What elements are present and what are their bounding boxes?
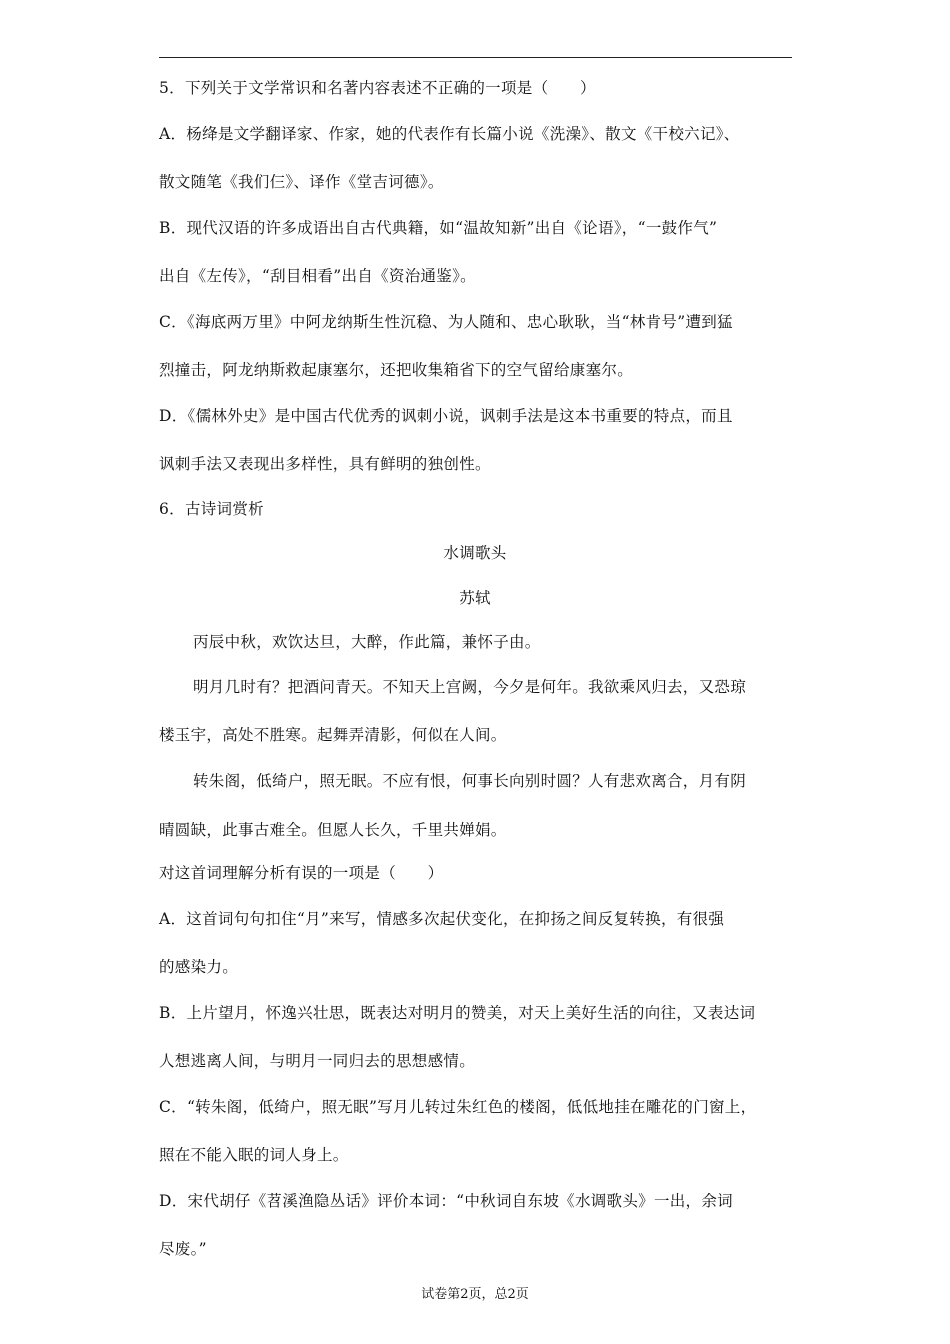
q6-option-a-line2: 的感染力。 <box>159 958 239 976</box>
q5-option-d-line2: 讽刺手法又表现出多样性，具有鲜明的独创性。 <box>159 455 491 473</box>
q5-option-c-line2: 烈撞击，阿龙纳斯救起康塞尔，还把收集箱省下的空气留给康塞尔。 <box>159 361 634 379</box>
q6-heading: 6．古诗词赏析 <box>159 500 264 518</box>
q5-option-b-line1: B．现代汉语的许多成语出自古代典籍，如“温故知新”出自《论语》，“一鼓作气” <box>159 219 718 237</box>
page-footer: 试卷第2页，总2页 <box>421 1287 529 1302</box>
q5-option-a-line2: 散文随笔《我们仨》、译作《堂吉诃德》。 <box>159 173 444 191</box>
poem-stanza2-line2: 晴圆缺，此事古难全。但愿人长久，千里共婵娟。 <box>159 821 507 839</box>
q6-option-d-line2: 尽废。” <box>159 1240 207 1258</box>
poem-stanza2-line1: 转朱阁，低绮户，照无眠。不应有恨，何事长向别时圆？人有悲欢离合，月有阴 <box>193 772 747 790</box>
q6-option-c-line2: 照在不能入眠的词人身上。 <box>159 1146 349 1164</box>
q6-option-b-line1: B．上片望月，怀逸兴壮思，既表达对明月的赞美，对天上美好生活的向往，又表达词 <box>159 1004 756 1022</box>
q6-stem: 对这首词理解分析有误的一项是（ ） <box>159 864 444 882</box>
poem-preface: 丙辰中秋，欢饮达旦，大醉，作此篇，兼怀子由。 <box>193 633 541 651</box>
poem-stanza1-line2: 楼玉宇，高处不胜寒。起舞弄清影，何似在人间。 <box>159 726 507 744</box>
poem-author: 苏轼 <box>459 589 491 607</box>
q6-option-a-line1: A．这首词句句扣住“月”来写，情感多次起伏变化，在抑扬之间反复转换，有很强 <box>159 910 725 928</box>
q6-option-b-line2: 人想逃离人间，与明月一同归去的思想感情。 <box>159 1052 476 1070</box>
q5-option-c-line1: C．《海底两万里》中阿龙纳斯生性沉稳、为人随和、忠心耿耿，当“林肯号”遭到猛 <box>159 313 733 331</box>
q6-option-d-line1: D．宋代胡仔《苕溪渔隐丛话》评价本词：“中秋词自东坡《水调歌头》一出，余词 <box>159 1192 733 1210</box>
poem-stanza1-line1: 明月几时有？把酒问青天。不知天上宫阙，今夕是何年。我欲乘风归去，又恐琼 <box>193 678 747 696</box>
q5-option-d-line1: D．《儒林外史》是中国古代优秀的讽刺小说，讽刺手法是这本书重要的特点，而且 <box>159 407 733 425</box>
poem-title: 水调歌头 <box>443 544 507 562</box>
q5-stem: 5．下列关于文学常识和名著内容表述不正确的一项是（ ） <box>159 79 596 97</box>
header-rule <box>159 57 792 58</box>
q5-option-b-line2: 出自《左传》，“刮目相看”出自《资治通鉴》。 <box>159 267 476 285</box>
q5-option-a-line1: A．杨绛是文学翻译家、作家，她的代表作有长篇小说《洗澡》、散文《干校六记》、 <box>159 125 740 143</box>
q6-option-c-line1: C．“转朱阁，低绮户，照无眠”写月儿转过朱红色的楼阁，低低地挂在雕花的门窗上， <box>159 1098 757 1116</box>
